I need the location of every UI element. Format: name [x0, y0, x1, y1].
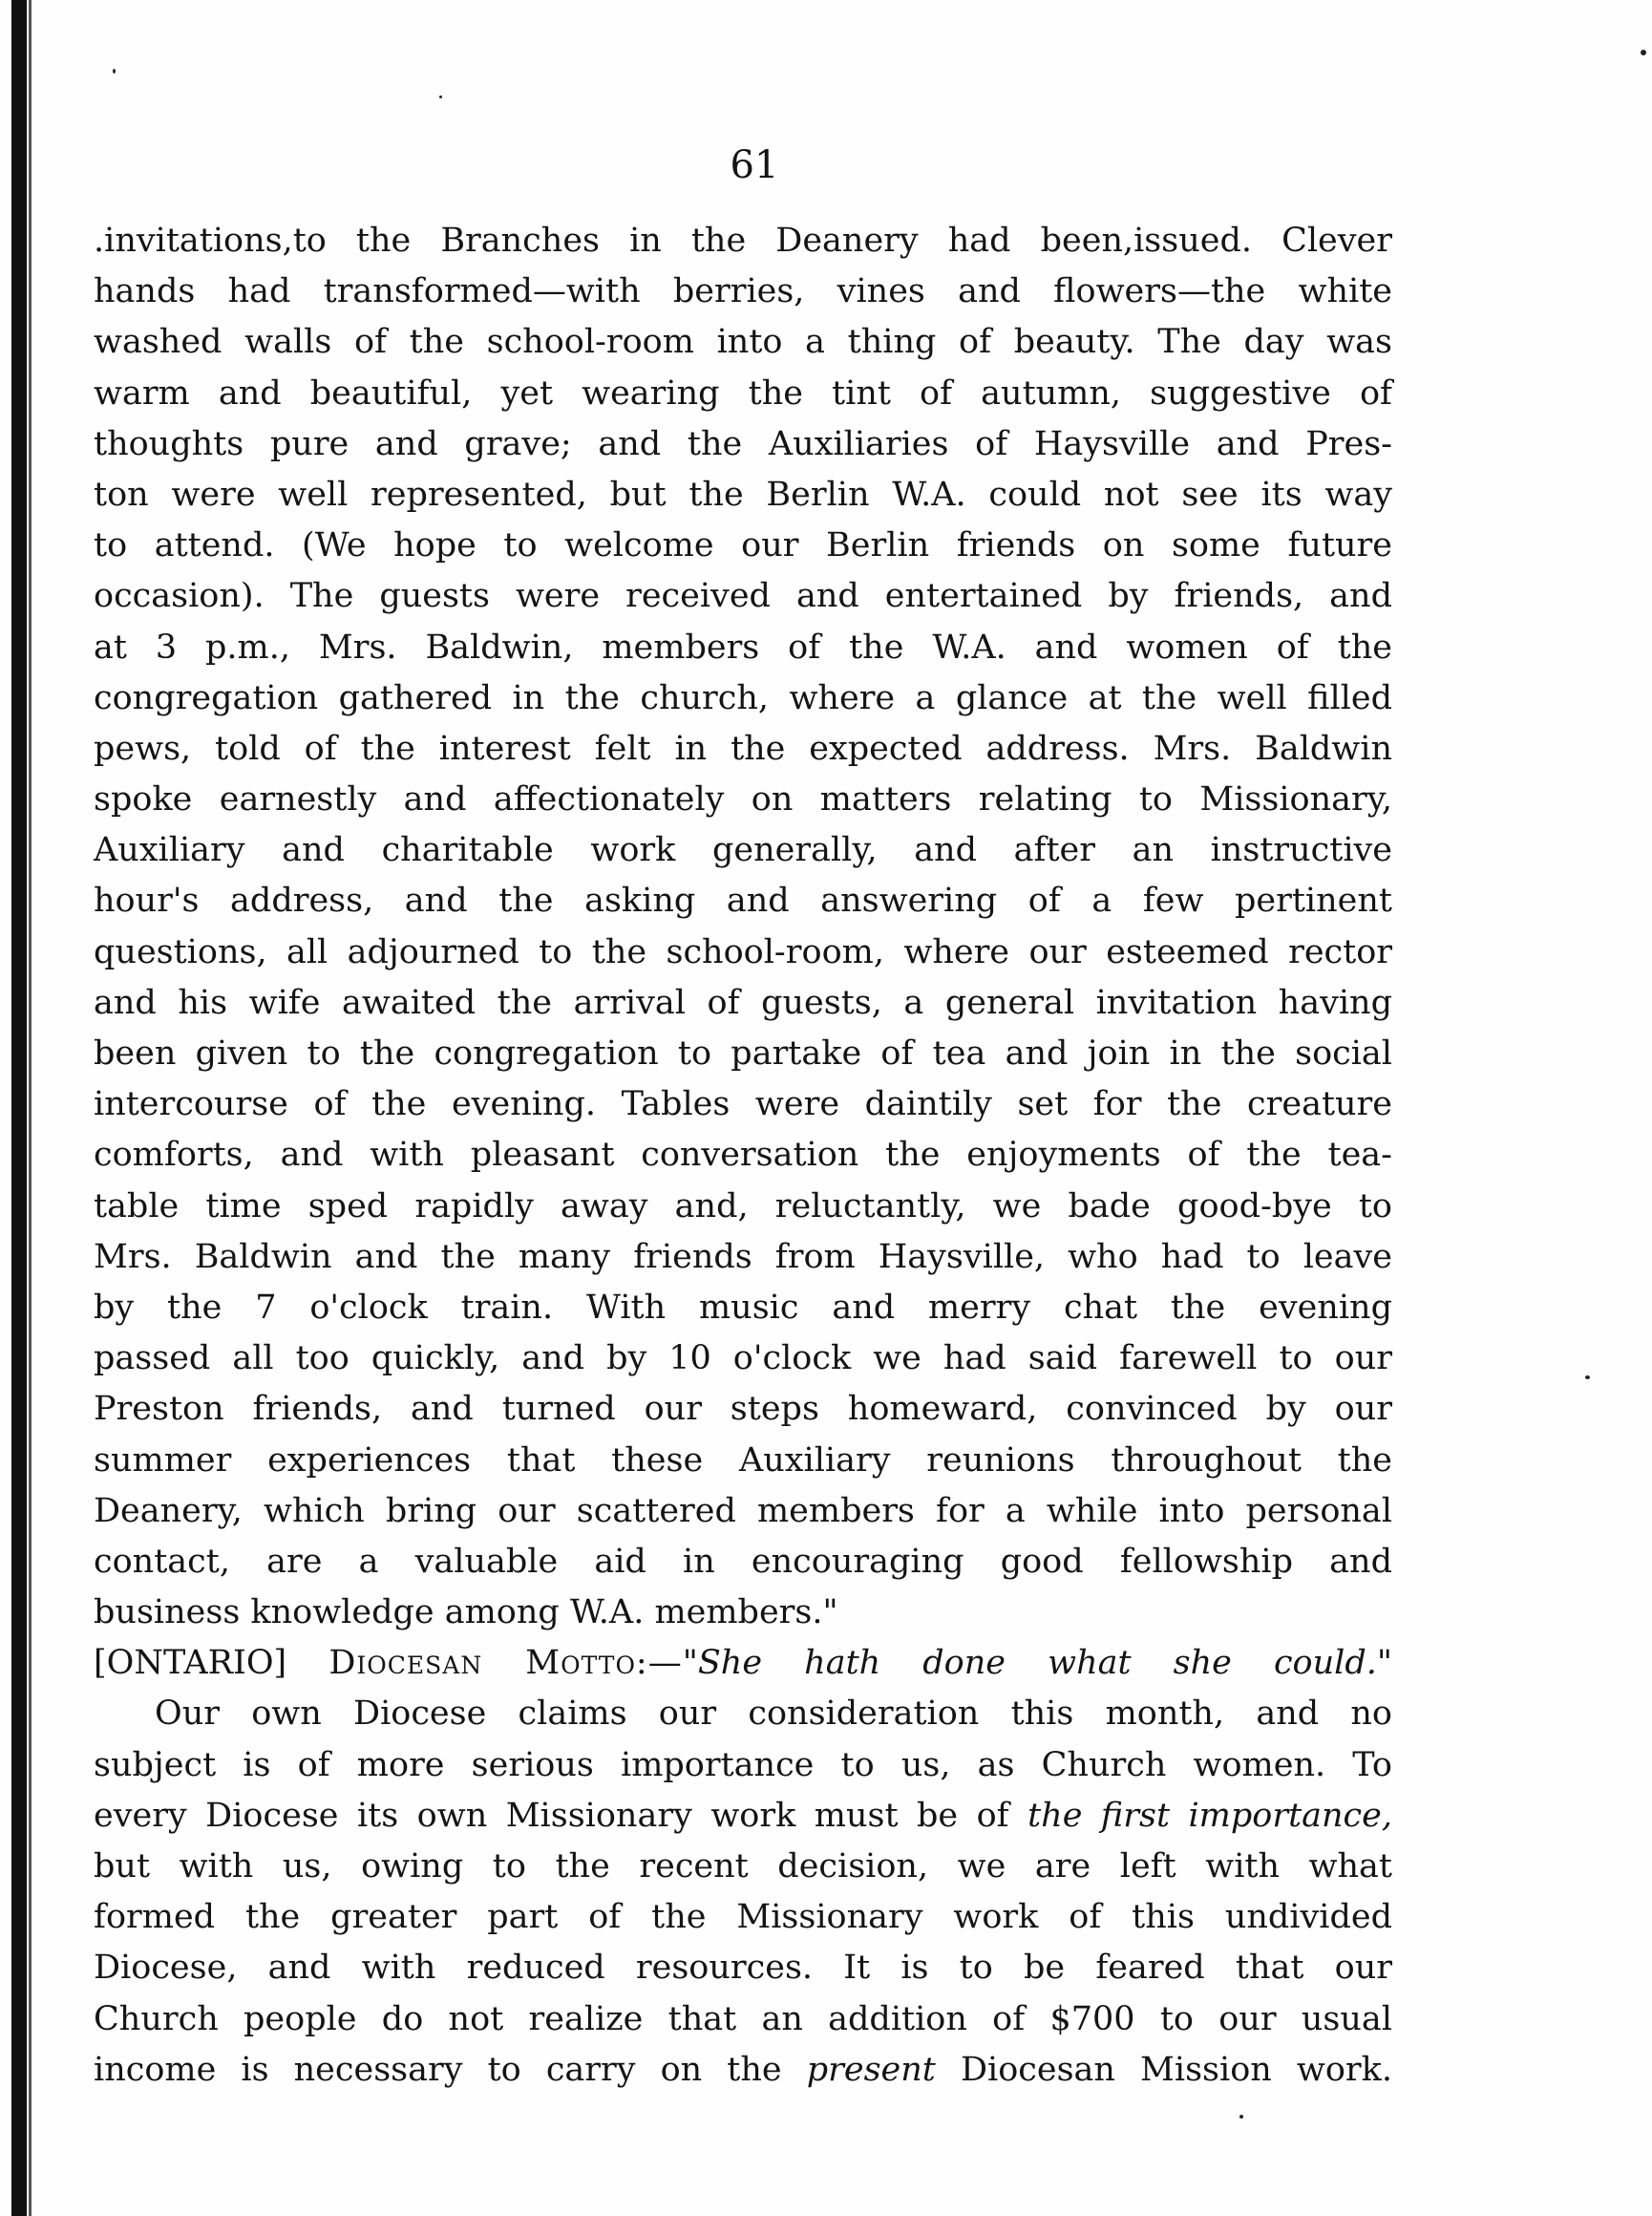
text-line: occasion). The guests were received and entertained by friends, and: [94, 577, 1392, 616]
diocese-label: [ONTARIO]: [94, 1644, 287, 1683]
text-line: by the 7 o'clock train. With music and merry chat the evening: [94, 1288, 1392, 1327]
text-line: washed walls of the school-room into a thing of beauty. The day was: [94, 323, 1392, 362]
text-line: formed the greater part of the Missionary work of this undivided: [94, 1898, 1392, 1937]
text-line: business knowledge among W.A. members.": [94, 1593, 838, 1632]
text-line: summer experiences that these Auxiliary reunions throughout the: [94, 1440, 1392, 1480]
text-line: .invitations,to the Branches in the Deanery had been,issued. Clever: [94, 222, 1392, 260]
text-line: Auxiliary and charitable work generally, and after an instructive: [94, 831, 1392, 870]
text-line: comforts, and with pleasant conversation the enjoyments of the tea-: [94, 1136, 1392, 1175]
scan-speck: [439, 96, 442, 98]
emphasis-text: the first importance,: [1027, 1796, 1392, 1835]
text-line: to attend. (We hope to welcome our Berlin friends on some future: [94, 526, 1392, 565]
text-line: and his wife awaited the arrival of guests, a general invitation having: [94, 983, 1392, 1022]
text-line: Diocese, and with reduced resources. It is to be feared that our: [94, 1949, 1392, 1988]
text-line: subject is of more serious importance to us, as Church women. To: [94, 1745, 1392, 1784]
section-heading: [94, 1638, 1392, 1689]
scan-speck: [113, 69, 116, 74]
text-line: Church people do not realize that an addition of $700 to our usual: [94, 1999, 1392, 2038]
binding-edge-shadow: [29, 0, 32, 2216]
text-line: ton were well represented, but the Berlin W.A. could not see its way: [94, 475, 1392, 514]
text-line: [94, 2045, 1392, 2096]
text-line: Mrs. Baldwin and the many friends from Haysville, who had to leave: [94, 1237, 1392, 1276]
text-line: hour's address, and the asking and answering of a few pertinent: [94, 882, 1392, 921]
body-text: [94, 216, 1392, 2096]
text-run: every Diocese its own Missionary work must be of: [94, 1796, 1028, 1835]
text-line: warm and beautiful, yet wearing the tint of autumn, suggestive of: [94, 373, 1392, 413]
binding-edge-rule: [11, 0, 27, 2216]
text-line: spoke earnestly and affectionately on matters relating to Missionary,: [94, 780, 1392, 820]
text-line: questions, all adjourned to the school-room, where our esteemed rector: [94, 932, 1392, 971]
motto-text: "She hath done what she could.": [682, 1644, 1392, 1683]
text-line: Our own Diocese claims our consideration this month, and no: [155, 1694, 1392, 1734]
page-number: 61: [730, 143, 779, 187]
text-line: thoughts pure and grave; and the Auxiliaries of Haysville and Pres-: [94, 424, 1392, 463]
text-line: at 3 p.m., Mrs. Baldwin, members of the W.A. and women of the: [94, 628, 1392, 667]
text-line: intercourse of the evening. Tables were daintily set for the creature: [94, 1085, 1392, 1124]
text-line: Deanery, which bring our scattered members for a while into personal: [94, 1491, 1392, 1530]
text-run: Diocesan Mission work.: [935, 2050, 1392, 2089]
motto-label: Diocesan Motto:—: [328, 1644, 683, 1683]
text-line: table time sped rapidly away and, reluctantly, we bade good-bye to: [94, 1186, 1392, 1225]
text-run: income is necessary to carry on the: [94, 2050, 807, 2089]
text-line: contact, are a valuable aid in encouraging good fellowship and: [94, 1542, 1392, 1581]
text-line: congregation gathered in the church, where a glance at the well filled: [94, 678, 1392, 717]
text-line: pews, told of the interest felt in the expected address. Mrs. Baldwin: [94, 729, 1392, 768]
text-line: hands had transformed—with berries, vines and flowers—the white: [94, 272, 1392, 311]
text-line: but with us, owing to the recent decision, we are left with what: [94, 1847, 1392, 1886]
text-line: been given to the congregation to partake of tea and join in the social: [94, 1034, 1392, 1073]
text-line: [94, 1791, 1392, 1842]
text-line: Preston friends, and turned our steps homeward, convinced by our: [94, 1390, 1392, 1429]
scan-speck: [1585, 1375, 1590, 1379]
scan-speck: [1641, 50, 1646, 55]
emphasis-text: present: [806, 2050, 936, 2089]
scan-speck: [1239, 2115, 1243, 2119]
text-line: passed all too quickly, and by 10 o'clock we had said farewell to our: [94, 1339, 1392, 1378]
